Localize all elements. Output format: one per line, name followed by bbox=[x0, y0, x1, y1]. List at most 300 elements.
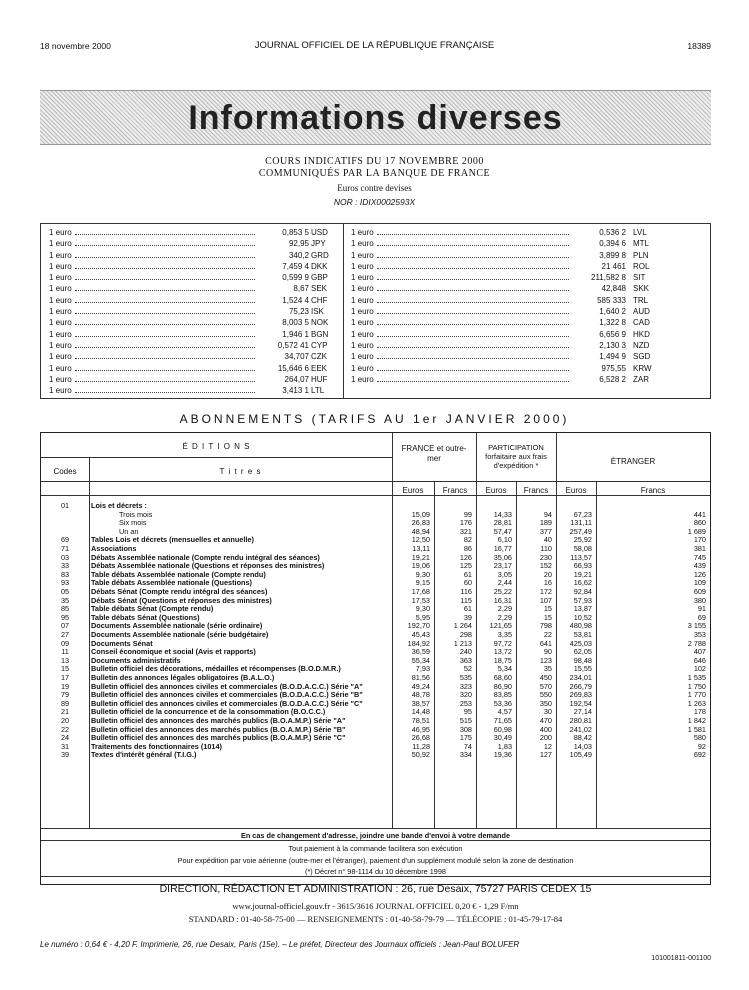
row-value: 16,62 bbox=[573, 578, 592, 588]
row-value: 126 bbox=[459, 552, 472, 562]
leader-dots bbox=[377, 313, 569, 314]
table-row bbox=[41, 545, 710, 553]
banner bbox=[40, 90, 711, 145]
rate-value: 585 333 bbox=[597, 295, 626, 305]
row-value: 175 bbox=[459, 733, 472, 743]
rate-row bbox=[351, 363, 701, 374]
row-title: Bulletin des annonces légales obligatoires (B.A.L.O.) bbox=[91, 674, 275, 682]
rate-label: 1 euro bbox=[351, 352, 374, 362]
rate-row bbox=[351, 295, 701, 306]
row-value: 107 bbox=[539, 595, 552, 605]
row-value: 230 bbox=[539, 552, 552, 562]
row-code: 71 bbox=[60, 544, 70, 553]
row-code: 24 bbox=[60, 733, 70, 743]
rate-label: 1 euro bbox=[351, 295, 374, 305]
row-value: 550 bbox=[539, 690, 552, 700]
row-value: 3,05 bbox=[497, 569, 512, 579]
rate-value: 264,07 bbox=[284, 374, 309, 384]
row-value: 323 bbox=[459, 681, 472, 691]
currency-code: AUD bbox=[633, 307, 650, 317]
row-code: 33 bbox=[60, 561, 70, 571]
rate-value: 0,599 9 bbox=[282, 273, 309, 283]
currency-code: EEK bbox=[311, 363, 328, 373]
rate-row bbox=[49, 340, 339, 351]
row-value: 110 bbox=[540, 544, 552, 553]
row-value: 334 bbox=[459, 750, 472, 760]
rate-value: 6,528 2 bbox=[599, 374, 626, 384]
rate-label: 1 euro bbox=[49, 228, 72, 237]
rate-row bbox=[49, 272, 339, 283]
rate-row bbox=[49, 295, 339, 306]
currency-code: PLN bbox=[633, 250, 649, 260]
rate-label: 1 euro bbox=[351, 374, 374, 384]
table-row bbox=[41, 631, 710, 639]
row-value: 425,03 bbox=[569, 638, 592, 648]
rate-label: 1 euro bbox=[49, 250, 72, 260]
row-value: 15,09 bbox=[411, 509, 430, 519]
row-value: 26,83 bbox=[411, 518, 430, 528]
currency-code: NZD bbox=[633, 340, 650, 350]
row-value: 480,98 bbox=[569, 621, 592, 631]
row-value: 4,57 bbox=[497, 707, 512, 717]
row-value: 609 bbox=[693, 587, 706, 596]
row-code: 22 bbox=[60, 724, 70, 734]
row-title: Associations bbox=[91, 545, 137, 553]
row-value: 407 bbox=[693, 647, 706, 657]
currency-code: GBP bbox=[311, 273, 328, 283]
row-value: 78,51 bbox=[411, 716, 430, 725]
currency-code: CHF bbox=[311, 295, 328, 305]
currency-code: SGD bbox=[633, 352, 651, 362]
notice-change-address: En cas de changement d'adresse, joindre une bande d'envoi à votre demande bbox=[240, 831, 511, 840]
row-value: 189 bbox=[539, 518, 552, 528]
row-value: 35,06 bbox=[493, 552, 512, 562]
row-code: 93 bbox=[60, 578, 70, 588]
row-value: 6,10 bbox=[497, 535, 512, 545]
row-value: 40 bbox=[543, 535, 552, 545]
rate-value: 8,67 bbox=[293, 284, 309, 294]
row-code: 20 bbox=[60, 716, 70, 725]
currency-code: KRW bbox=[633, 363, 652, 373]
row-value: 53,36 bbox=[493, 698, 512, 708]
row-value: 15 bbox=[543, 604, 552, 614]
row-value: 25,22 bbox=[493, 587, 512, 596]
row-value: 30 bbox=[543, 707, 552, 717]
row-code: 27 bbox=[60, 630, 70, 639]
row-value: 234,01 bbox=[569, 673, 592, 682]
row-value: 280,81 bbox=[569, 716, 592, 725]
row-value: 176 bbox=[459, 518, 472, 528]
rate-row bbox=[351, 283, 701, 294]
row-value: 48,94 bbox=[411, 526, 430, 536]
rate-row bbox=[351, 227, 701, 238]
notice-payment: Tout paiement à la commande facilitera son exécution bbox=[288, 844, 463, 853]
rates-left-column bbox=[49, 227, 339, 396]
row-value: 9,15 bbox=[415, 578, 430, 588]
table-row bbox=[41, 717, 710, 725]
header-date: 18 novembre 2000 bbox=[40, 41, 111, 51]
row-value: 60,98 bbox=[493, 724, 512, 734]
row-value: 192,70 bbox=[407, 621, 430, 631]
row-value: 28,81 bbox=[493, 518, 512, 528]
leader-dots bbox=[377, 370, 569, 371]
row-value: 91 bbox=[697, 604, 706, 614]
rate-value: 1,946 1 bbox=[282, 329, 309, 339]
row-value: 266,79 bbox=[569, 681, 592, 691]
row-title: Débats Assemblée nationale (Compte rendu intégral des séances) bbox=[91, 553, 320, 562]
row-value: 81,56 bbox=[411, 673, 430, 682]
rate-label: 1 euro bbox=[49, 307, 72, 317]
row-value: 116 bbox=[460, 587, 472, 596]
row-value: 1 213 bbox=[453, 638, 472, 648]
table-row bbox=[41, 665, 710, 673]
rate-row bbox=[351, 238, 701, 249]
row-value: 49,24 bbox=[411, 681, 430, 691]
row-value: 48,78 bbox=[411, 690, 430, 700]
row-value: 441 bbox=[693, 509, 706, 519]
row-value: 105,49 bbox=[569, 750, 592, 760]
row-code: 17 bbox=[60, 673, 70, 682]
table-row bbox=[41, 614, 710, 622]
leader-dots bbox=[377, 324, 569, 325]
row-title: Table débats Sénat (Compte rendu) bbox=[91, 605, 214, 614]
row-value: 353 bbox=[693, 630, 706, 639]
row-code: 31 bbox=[60, 741, 70, 751]
row-value: 66,93 bbox=[573, 561, 592, 571]
row-value: 321 bbox=[459, 526, 472, 536]
row-value: 269,83 bbox=[569, 690, 592, 700]
row-title: Bulletin officiel des annonces civiles et commerciales (B.O.D.A.C.C.) Série "B" bbox=[91, 691, 363, 700]
row-value: 535 bbox=[459, 673, 472, 682]
row-value: 61 bbox=[463, 569, 472, 579]
row-value: 860 bbox=[693, 518, 706, 528]
header-participation: PARTICIPATION forfaitaire aux frais d'expédition * bbox=[485, 443, 547, 470]
row-value: 88,42 bbox=[573, 733, 592, 743]
row-value: 350 bbox=[539, 698, 552, 708]
row-value: 113,57 bbox=[570, 552, 592, 562]
row-value: 439 bbox=[693, 561, 706, 571]
leader-dots bbox=[377, 347, 569, 348]
rate-value: 8,003 5 bbox=[282, 318, 309, 328]
abonnements-title: ABONNEMENTS (TARIFS AU 1er JANVIER 2000) bbox=[179, 412, 570, 426]
rate-label: 1 euro bbox=[351, 307, 374, 317]
row-code: 79 bbox=[60, 690, 70, 700]
leader-dots bbox=[75, 347, 255, 348]
header-etranger: ÉTRANGER bbox=[610, 457, 656, 466]
row-value: 125 bbox=[459, 561, 472, 571]
row-value: 380 bbox=[693, 595, 706, 605]
row-value: 67,23 bbox=[573, 509, 592, 519]
row-value: 39 bbox=[463, 612, 472, 622]
rate-row bbox=[351, 317, 701, 328]
row-value: 99 bbox=[463, 509, 472, 519]
rate-label: 1 euro bbox=[351, 284, 374, 294]
header-journal: JOURNAL OFFICIEL DE LA RÉPUBLIQUE FRANÇAISE bbox=[254, 40, 495, 51]
row-title: Conseil économique et social (Avis et rapports) bbox=[91, 648, 256, 657]
col-francs-1: Francs bbox=[442, 486, 468, 495]
row-value: 26,68 bbox=[411, 733, 430, 743]
rates-divider bbox=[343, 224, 344, 398]
currency-code: CAD bbox=[633, 318, 650, 328]
table-row bbox=[41, 511, 710, 519]
leader-dots bbox=[377, 234, 569, 235]
row-value: 14,03 bbox=[573, 741, 592, 751]
row-title: Trois mois bbox=[119, 510, 153, 519]
row-value: 102 bbox=[693, 664, 706, 674]
row-code: 01 bbox=[60, 501, 70, 510]
leader-dots bbox=[75, 302, 255, 303]
rate-value: 15,646 6 bbox=[277, 363, 309, 373]
rate-row bbox=[49, 261, 339, 272]
rate-value: 3,899 8 bbox=[599, 250, 626, 260]
row-value: 9,30 bbox=[415, 604, 430, 614]
leader-dots bbox=[75, 257, 255, 258]
row-value: 19,06 bbox=[411, 561, 430, 571]
row-value: 1 842 bbox=[687, 716, 706, 725]
leader-dots bbox=[377, 257, 569, 258]
rate-row bbox=[351, 250, 701, 261]
row-value: 36,59 bbox=[411, 647, 430, 657]
col-euros-3: Euros bbox=[565, 486, 587, 495]
table-row bbox=[41, 597, 710, 605]
table-row bbox=[41, 683, 710, 691]
row-code: 05 bbox=[60, 587, 70, 596]
rate-row bbox=[351, 374, 701, 385]
table-row bbox=[41, 674, 710, 682]
row-value: 170 bbox=[693, 535, 706, 545]
leader-dots bbox=[377, 279, 569, 280]
row-value: 74 bbox=[463, 741, 472, 751]
rate-row bbox=[49, 363, 339, 374]
rate-label: 1 euro bbox=[351, 340, 374, 350]
row-value: 7,93 bbox=[415, 664, 430, 674]
rate-value: 340,2 bbox=[288, 250, 309, 260]
rate-row bbox=[49, 351, 339, 362]
row-value: 95 bbox=[463, 707, 472, 717]
cours-nor: NOR : IDIX0002593X bbox=[333, 197, 416, 207]
row-value: 11,28 bbox=[412, 741, 430, 751]
row-value: 10,52 bbox=[573, 612, 592, 622]
leader-dots bbox=[377, 268, 569, 269]
row-value: 57,47 bbox=[493, 526, 512, 536]
row-value: 86,90 bbox=[493, 681, 512, 691]
row-title: Bulletin officiel des décorations, médailles et récompenses (B.O.D.M.R.) bbox=[91, 665, 341, 674]
row-value: 98,48 bbox=[573, 655, 592, 665]
row-value: 19,21 bbox=[573, 569, 592, 579]
rate-row bbox=[49, 306, 339, 317]
rate-row bbox=[49, 374, 339, 385]
row-value: 2,29 bbox=[497, 604, 512, 614]
row-value: 16,77 bbox=[493, 544, 512, 553]
footer-text: Le numéro : 0,64 € - 4,20 F. Imprimerie, 26, rue Desaix, Paris (15e). – Le préfet, Directeur des Journaux officiels : Jean-Paul BOLUFER bbox=[40, 940, 520, 949]
rate-row bbox=[49, 385, 339, 396]
leader-dots bbox=[75, 324, 255, 325]
currency-code: SIT bbox=[633, 273, 646, 283]
row-code: 21 bbox=[60, 707, 70, 717]
row-value: 1 535 bbox=[687, 673, 706, 682]
table-row bbox=[41, 751, 710, 759]
row-value: 127 bbox=[539, 750, 552, 760]
rate-label: 1 euro bbox=[49, 295, 72, 305]
row-value: 61 bbox=[463, 604, 472, 614]
row-code: 85 bbox=[60, 604, 70, 614]
rate-label: 1 euro bbox=[49, 261, 72, 271]
row-value: 16 bbox=[543, 578, 552, 588]
row-value: 18,75 bbox=[493, 655, 512, 665]
row-value: 53,81 bbox=[573, 630, 592, 639]
rate-row bbox=[49, 317, 339, 328]
row-value: 9,30 bbox=[415, 569, 430, 579]
rate-row bbox=[351, 351, 701, 362]
row-value: 1 264 bbox=[453, 621, 472, 631]
notice-decree: (*) Décret n° 98-1114 du 10 décembre 1998 bbox=[305, 867, 446, 876]
row-value: 121,65 bbox=[489, 621, 512, 631]
row-value: 12 bbox=[543, 741, 552, 751]
row-value: 17,68 bbox=[411, 587, 430, 596]
leader-dots bbox=[75, 234, 255, 235]
banner-title: Informations diverses bbox=[188, 99, 563, 137]
currency-code: ISK bbox=[311, 307, 324, 317]
row-value: 92 bbox=[697, 741, 706, 751]
rate-label: 1 euro bbox=[49, 329, 72, 339]
table-row bbox=[41, 648, 710, 656]
row-value: 94 bbox=[543, 509, 552, 519]
row-title: Tables Lois et décrets (mensuelles et annuelle) bbox=[91, 536, 254, 545]
rate-value: 1,524 4 bbox=[282, 295, 309, 305]
col-francs-2: Francs bbox=[523, 486, 549, 495]
rate-row bbox=[49, 329, 339, 340]
currency-code: HUF bbox=[311, 374, 328, 384]
cours-line1: COURS INDICATIFS DU 17 NOVEMBRE 2000 bbox=[265, 156, 484, 167]
row-value: 68,60 bbox=[493, 673, 512, 682]
row-title: Bulletin officiel des annonces des marchés publics (B.O.A.M.P.) Série "B" bbox=[91, 725, 346, 734]
row-value: 15 bbox=[543, 612, 552, 622]
currency-code: NOK bbox=[311, 318, 329, 328]
row-title: Textes d'intérêt général (T.I.G.) bbox=[91, 751, 197, 760]
row-title: Lois et décrets : bbox=[91, 502, 147, 510]
row-value: 692 bbox=[693, 750, 706, 760]
col-euros-1: Euros bbox=[402, 486, 424, 495]
rate-label: 1 euro bbox=[351, 273, 374, 283]
leader-dots bbox=[75, 358, 255, 359]
currency-code: MTL bbox=[633, 239, 649, 249]
rate-value: 92,95 bbox=[288, 239, 309, 249]
row-code: 35 bbox=[60, 595, 70, 605]
row-value: 13,87 bbox=[573, 604, 592, 614]
direction-address: DIRECTION, RÉDACTION ET ADMINISTRATION : 26, rue Desaix, 75727 PARIS CEDEX 15 bbox=[159, 883, 592, 895]
row-value: 27,14 bbox=[573, 707, 592, 717]
row-title: Documents Assemblée nationale (série budgétaire) bbox=[91, 631, 269, 639]
website-line: www.journal-officiel.gouv.fr - 3615/3616 JOURNAL OFFICIEL 0,20 € - 1,29 F/mn bbox=[232, 901, 519, 911]
rate-label: 1 euro bbox=[49, 284, 72, 294]
row-code: 95 bbox=[60, 612, 70, 622]
rate-value: 1,322 8 bbox=[599, 318, 626, 328]
row-value: 25,92 bbox=[573, 535, 592, 545]
rate-row bbox=[351, 329, 701, 340]
row-value: 13,11 bbox=[412, 544, 430, 553]
row-value: 308 bbox=[459, 724, 472, 734]
row-value: 570 bbox=[539, 681, 552, 691]
row-title: Bulletin officiel des annonces civiles et commerciales (B.O.D.A.C.C.) Série "C" bbox=[91, 699, 363, 708]
row-value: 50,92 bbox=[411, 750, 430, 760]
row-title: Documents administratifs bbox=[91, 656, 181, 665]
row-value: 5,95 bbox=[415, 612, 430, 622]
row-value: 470 bbox=[539, 716, 552, 725]
currency-code: SKK bbox=[633, 284, 650, 294]
table-row bbox=[41, 536, 710, 544]
rate-row bbox=[49, 283, 339, 294]
currency-code: HKD bbox=[633, 329, 650, 339]
row-code: 07 bbox=[60, 621, 70, 631]
row-value: 241,02 bbox=[569, 724, 592, 734]
rate-label: 1 euro bbox=[49, 374, 72, 384]
row-value: 115 bbox=[460, 595, 472, 605]
table-row bbox=[41, 708, 710, 716]
rates-right-column bbox=[351, 227, 701, 385]
currency-code: LVL bbox=[633, 228, 647, 237]
currency-code: CYP bbox=[311, 340, 328, 350]
row-value: 745 bbox=[693, 552, 706, 562]
subscriptions-table bbox=[40, 432, 711, 895]
row-value: 123 bbox=[539, 655, 552, 665]
row-value: 55,34 bbox=[411, 655, 430, 665]
table-row bbox=[41, 726, 710, 734]
rate-value: 6,656 9 bbox=[599, 329, 626, 339]
row-value: 3 155 bbox=[687, 621, 706, 631]
row-value: 62,05 bbox=[573, 647, 592, 657]
row-value: 97,72 bbox=[493, 638, 512, 648]
row-title: Bulletin officiel des annonces des marchés publics (B.O.A.M.P.) Série "C" bbox=[91, 734, 346, 743]
table-row bbox=[41, 657, 710, 665]
row-value: 14,33 bbox=[493, 509, 512, 519]
row-value: 320 bbox=[459, 690, 472, 700]
col-euros-2: Euros bbox=[485, 486, 507, 495]
row-value: 2 788 bbox=[687, 638, 706, 648]
rate-row bbox=[351, 306, 701, 317]
rate-label: 1 euro bbox=[351, 363, 374, 373]
row-value: 60 bbox=[463, 578, 472, 588]
table-row bbox=[41, 562, 710, 570]
row-value: 253 bbox=[459, 698, 472, 708]
row-value: 400 bbox=[539, 724, 552, 734]
row-value: 515 bbox=[459, 716, 472, 725]
row-value: 178 bbox=[693, 707, 706, 717]
rate-label: 1 euro bbox=[351, 239, 374, 249]
leader-dots bbox=[75, 392, 255, 393]
row-value: 83,85 bbox=[493, 690, 512, 700]
leader-dots bbox=[377, 336, 569, 337]
row-value: 23,17 bbox=[493, 561, 512, 571]
header-page-number: 18389 bbox=[687, 41, 711, 51]
cours-line2: COMMUNIQUÉS PAR LA BANQUE DE FRANCE bbox=[258, 168, 491, 179]
row-value: 2,44 bbox=[497, 578, 512, 588]
rate-label: 1 euro bbox=[351, 329, 374, 339]
row-code: 19 bbox=[60, 681, 70, 691]
row-code: 69 bbox=[60, 535, 70, 545]
leader-dots bbox=[377, 290, 569, 291]
row-value: 92,84 bbox=[573, 587, 592, 596]
row-value: 1 689 bbox=[687, 526, 706, 536]
row-value: 184,92 bbox=[407, 638, 430, 648]
rate-value: 3,413 1 bbox=[282, 386, 309, 396]
currency-code: SEK bbox=[311, 284, 328, 294]
leader-dots bbox=[377, 245, 569, 246]
row-title: Table débats Assemblée nationale (Questions) bbox=[91, 579, 252, 588]
rate-value: 21 461 bbox=[601, 261, 626, 271]
currency-code: BGN bbox=[311, 329, 329, 339]
row-value: 12,50 bbox=[411, 535, 430, 545]
table-row bbox=[41, 519, 710, 527]
